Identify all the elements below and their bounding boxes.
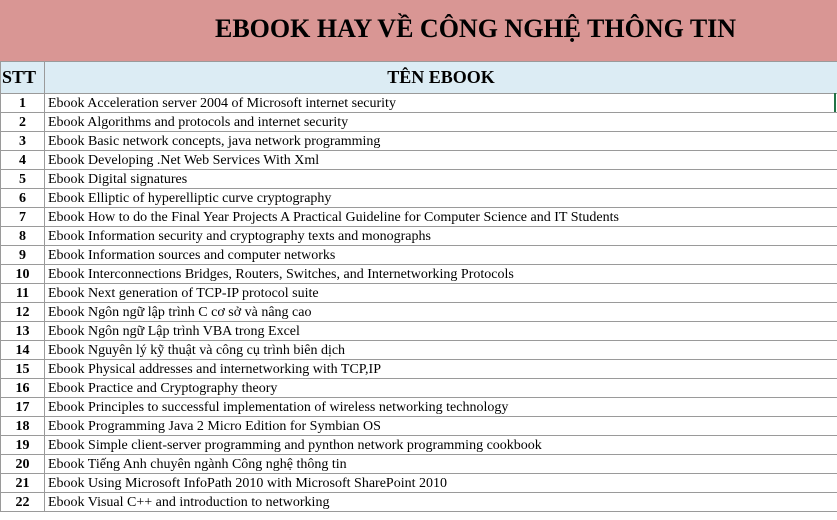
cell-stt[interactable]: 15 bbox=[1, 360, 45, 379]
cell-stt[interactable]: 12 bbox=[1, 303, 45, 322]
title-banner bbox=[0, 0, 837, 61]
cell-stt[interactable]: 22 bbox=[1, 493, 45, 512]
cell-ebook-title[interactable]: Ebook Physical addresses and internetworking with TCP,IP bbox=[45, 360, 837, 379]
table-row bbox=[1, 493, 837, 512]
cell-stt[interactable]: 6 bbox=[1, 189, 45, 208]
cell-ebook-title[interactable]: Ebook Information security and cryptography texts and monographs bbox=[45, 227, 837, 246]
cell-ebook-title[interactable]: Ebook Ngôn ngữ lập trình C cơ sở và nâng cao bbox=[45, 303, 837, 322]
table-row bbox=[1, 360, 837, 379]
cell-stt[interactable]: 16 bbox=[1, 379, 45, 398]
cell-stt[interactable]: 4 bbox=[1, 151, 45, 170]
table-row bbox=[1, 436, 837, 455]
cell-stt[interactable]: 8 bbox=[1, 227, 45, 246]
cell-ebook-title[interactable]: Ebook Developing .Net Web Services With Xml bbox=[45, 151, 837, 170]
table-row bbox=[1, 455, 837, 474]
page-title: EBOOK HAY VỀ CÔNG NGHỆ THÔNG TIN bbox=[215, 14, 737, 43]
cell-stt[interactable]: 13 bbox=[1, 322, 45, 341]
cell-ebook-title[interactable]: Ebook Visual C++ and introduction to networking bbox=[45, 493, 837, 512]
table-row bbox=[1, 341, 837, 360]
column-header-stt[interactable]: STT bbox=[1, 62, 45, 94]
ebook-table bbox=[0, 61, 837, 512]
cell-stt[interactable]: 3 bbox=[1, 132, 45, 151]
column-header-name[interactable]: TÊN EBOOK bbox=[45, 62, 837, 94]
cell-stt[interactable]: 20 bbox=[1, 455, 45, 474]
cell-stt[interactable]: 9 bbox=[1, 246, 45, 265]
table-row bbox=[1, 208, 837, 227]
cell-ebook-title[interactable]: Ebook Information sources and computer networks bbox=[45, 246, 837, 265]
cell-stt[interactable]: 7 bbox=[1, 208, 45, 227]
cell-ebook-title[interactable]: Ebook Interconnections Bridges, Routers, Switches, and Internetworking Protocols bbox=[45, 265, 837, 284]
cell-stt[interactable]: 19 bbox=[1, 436, 45, 455]
table-row bbox=[1, 113, 837, 132]
cell-stt[interactable]: 14 bbox=[1, 341, 45, 360]
table-row bbox=[1, 417, 837, 436]
cell-ebook-title[interactable]: Ebook How to do the Final Year Projects A Practical Guideline for Computer Science and IT Students bbox=[45, 208, 837, 227]
cell-ebook-title[interactable]: Ebook Ngôn ngữ Lập trình VBA trong Excel bbox=[45, 322, 837, 341]
cell-stt[interactable]: 2 bbox=[1, 113, 45, 132]
table-row bbox=[1, 379, 837, 398]
cell-ebook-title[interactable]: Ebook Using Microsoft InfoPath 2010 with Microsoft SharePoint 2010 bbox=[45, 474, 837, 493]
cell-ebook-title[interactable]: Ebook Elliptic of hyperelliptic curve cryptography bbox=[45, 189, 837, 208]
cell-ebook-title[interactable]: Ebook Principles to successful implementation of wireless networking technology bbox=[45, 398, 837, 417]
cell-ebook-title[interactable]: Ebook Algorithms and protocols and internet security bbox=[45, 113, 837, 132]
cell-stt[interactable]: 18 bbox=[1, 417, 45, 436]
cell-stt[interactable]: 10 bbox=[1, 265, 45, 284]
cell-ebook-title[interactable]: Ebook Simple client-server programming and pynthon network programming cookbook bbox=[45, 436, 837, 455]
cell-ebook-title[interactable]: Ebook Acceleration server 2004 of Microsoft internet security bbox=[45, 94, 837, 113]
table-row bbox=[1, 265, 837, 284]
table-row bbox=[1, 170, 837, 189]
cell-ebook-title[interactable]: Ebook Digital signatures bbox=[45, 170, 837, 189]
table-row bbox=[1, 284, 837, 303]
table-row bbox=[1, 227, 837, 246]
table-header-row bbox=[1, 62, 837, 94]
table-row bbox=[1, 94, 837, 113]
table-row bbox=[1, 474, 837, 493]
cell-ebook-title[interactable]: Ebook Tiếng Anh chuyên ngành Công nghệ thông tin bbox=[45, 455, 837, 474]
cell-stt[interactable]: 5 bbox=[1, 170, 45, 189]
cell-ebook-title[interactable]: Ebook Next generation of TCP-IP protocol suite bbox=[45, 284, 837, 303]
table-row bbox=[1, 398, 837, 417]
table-row bbox=[1, 246, 837, 265]
cell-stt[interactable]: 17 bbox=[1, 398, 45, 417]
cell-ebook-title[interactable]: Ebook Practice and Cryptography theory bbox=[45, 379, 837, 398]
table-row bbox=[1, 322, 837, 341]
table-row bbox=[1, 151, 837, 170]
table-row bbox=[1, 303, 837, 322]
cell-stt[interactable]: 1 bbox=[1, 94, 45, 113]
cell-ebook-title[interactable]: Ebook Basic network concepts, java network programming bbox=[45, 132, 837, 151]
cell-stt[interactable]: 21 bbox=[1, 474, 45, 493]
table-row bbox=[1, 132, 837, 151]
cell-stt[interactable]: 11 bbox=[1, 284, 45, 303]
cell-ebook-title[interactable]: Ebook Programming Java 2 Micro Edition for Symbian OS bbox=[45, 417, 837, 436]
table-row bbox=[1, 189, 837, 208]
cell-ebook-title[interactable]: Ebook Nguyên lý kỹ thuật và công cụ trình biên dịch bbox=[45, 341, 837, 360]
